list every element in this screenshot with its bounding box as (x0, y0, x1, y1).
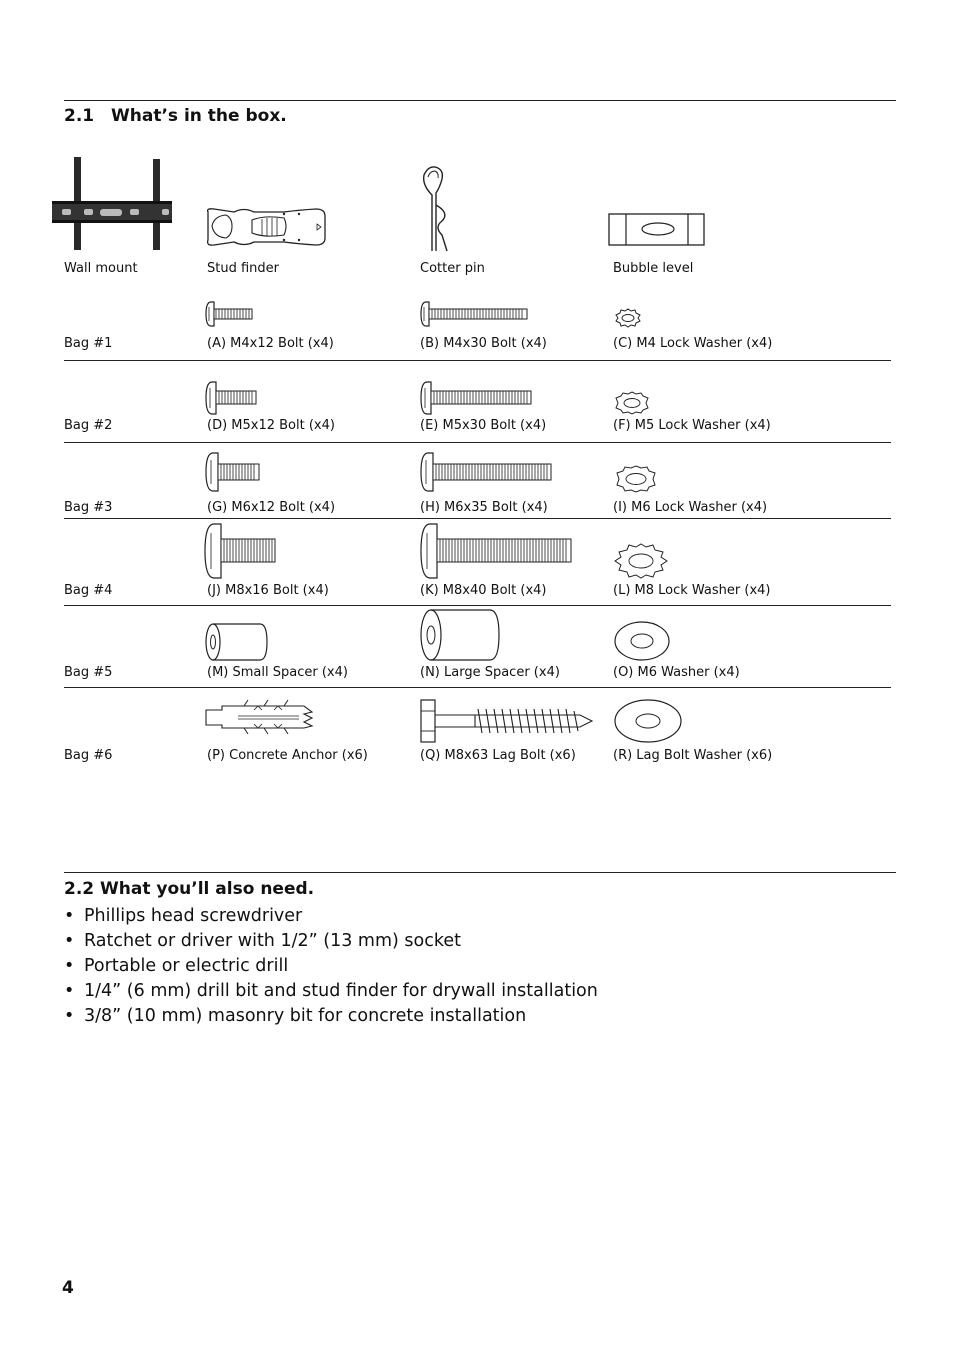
bag-5-label: Bag #5 (64, 665, 113, 680)
cotter-pin-label: Cotter pin (420, 261, 485, 276)
lock-washer-l-icon (613, 543, 669, 579)
lock-washer-i-icon (613, 465, 659, 493)
bag-2-rule (64, 442, 891, 443)
list-item-text: Portable or electric drill (84, 956, 289, 976)
bolt-e-icon (421, 381, 533, 415)
section-1-number: 2.1 (64, 106, 95, 126)
lag-bolt-icon (420, 699, 594, 743)
item-e-label: (E) M5x30 Bolt (x4) (420, 418, 547, 433)
bag-1-rule (64, 360, 891, 361)
cotter-pin-icon (420, 165, 452, 253)
bolt-g-icon (206, 452, 262, 492)
wall-mount-label: Wall mount (64, 261, 138, 276)
bag-1-label: Bag #1 (64, 336, 113, 351)
bag-3-label: Bag #3 (64, 500, 113, 515)
bolt-j-icon (205, 523, 277, 579)
section-2-heading: 2.2 What you’ll also need. (64, 879, 315, 899)
section-2-rule (64, 872, 896, 873)
lock-washer-c-icon (614, 308, 642, 328)
washer-o-icon (613, 620, 671, 662)
list-item (64, 904, 598, 929)
lag-bolt-washer-icon (613, 698, 683, 744)
item-a-label: (A) M4x12 Bolt (x4) (207, 336, 334, 351)
large-spacer-icon (420, 608, 502, 662)
bullet: • (64, 956, 75, 976)
tools-list (64, 904, 598, 1029)
bubble-level-label: Bubble level (613, 261, 694, 276)
bolt-h-icon (421, 452, 553, 492)
wall-mount-icon (50, 157, 175, 253)
list-item-text: Ratchet or driver with 1/2” (13 mm) socket (84, 931, 461, 951)
list-item-text: Phillips head screwdriver (84, 906, 303, 926)
bullet: • (64, 931, 75, 951)
list-item-text: 3/8” (10 mm) masonry bit for concrete installation (84, 1006, 527, 1026)
item-l-label: (L) M8 Lock Washer (x4) (613, 583, 771, 598)
item-p-label: (P) Concrete Anchor (x6) (207, 748, 368, 763)
bubble-level-icon (608, 212, 706, 248)
bag-4-rule (64, 605, 891, 606)
item-d-label: (D) M5x12 Bolt (x4) (207, 418, 335, 433)
bullet: • (64, 1006, 75, 1026)
item-j-label: (J) M8x16 Bolt (x4) (207, 583, 329, 598)
list-item (64, 954, 598, 979)
item-f-label: (F) M5 Lock Washer (x4) (613, 418, 771, 433)
stud-finder-icon (204, 206, 329, 248)
item-i-label: (I) M6 Lock Washer (x4) (613, 500, 768, 515)
concrete-anchor-icon (204, 698, 314, 738)
bolt-b-icon (421, 301, 529, 327)
list-item-text: 1/4” (6 mm) drill bit and stud finder for drywall installation (84, 981, 598, 1001)
bag-2-label: Bag #2 (64, 418, 113, 433)
section-1-title: What’s in the box. (111, 106, 287, 126)
item-b-label: (B) M4x30 Bolt (x4) (420, 336, 547, 351)
bolt-k-icon (421, 523, 573, 579)
item-h-label: (H) M6x35 Bolt (x4) (420, 500, 548, 515)
top-rule (64, 100, 896, 101)
item-n-label: (N) Large Spacer (x4) (420, 665, 560, 680)
item-o-label: (O) M6 Washer (x4) (613, 665, 740, 680)
stud-finder-label: Stud finder (207, 261, 279, 276)
page-number: 4 (62, 1278, 74, 1298)
small-spacer-icon (205, 622, 269, 662)
item-r-label: (R) Lag Bolt Washer (x6) (613, 748, 773, 763)
bag-3-rule (64, 518, 891, 519)
bullet: • (64, 906, 75, 926)
list-item (64, 979, 598, 1004)
section-1-heading (64, 106, 287, 126)
bag-6-label: Bag #6 (64, 748, 113, 763)
item-m-label: (M) Small Spacer (x4) (207, 665, 348, 680)
bullet: • (64, 981, 75, 1001)
item-g-label: (G) M6x12 Bolt (x4) (207, 500, 336, 515)
list-item (64, 929, 598, 954)
bolt-a-icon (206, 301, 254, 327)
item-q-label: (Q) M8x63 Lag Bolt (x6) (420, 748, 576, 763)
bag-4-label: Bag #4 (64, 583, 113, 598)
list-item (64, 1004, 598, 1029)
bag-5-rule (64, 687, 891, 688)
item-k-label: (K) M8x40 Bolt (x4) (420, 583, 547, 598)
bolt-d-icon (206, 381, 258, 415)
item-c-label: (C) M4 Lock Washer (x4) (613, 336, 773, 351)
lock-washer-f-icon (613, 391, 651, 415)
